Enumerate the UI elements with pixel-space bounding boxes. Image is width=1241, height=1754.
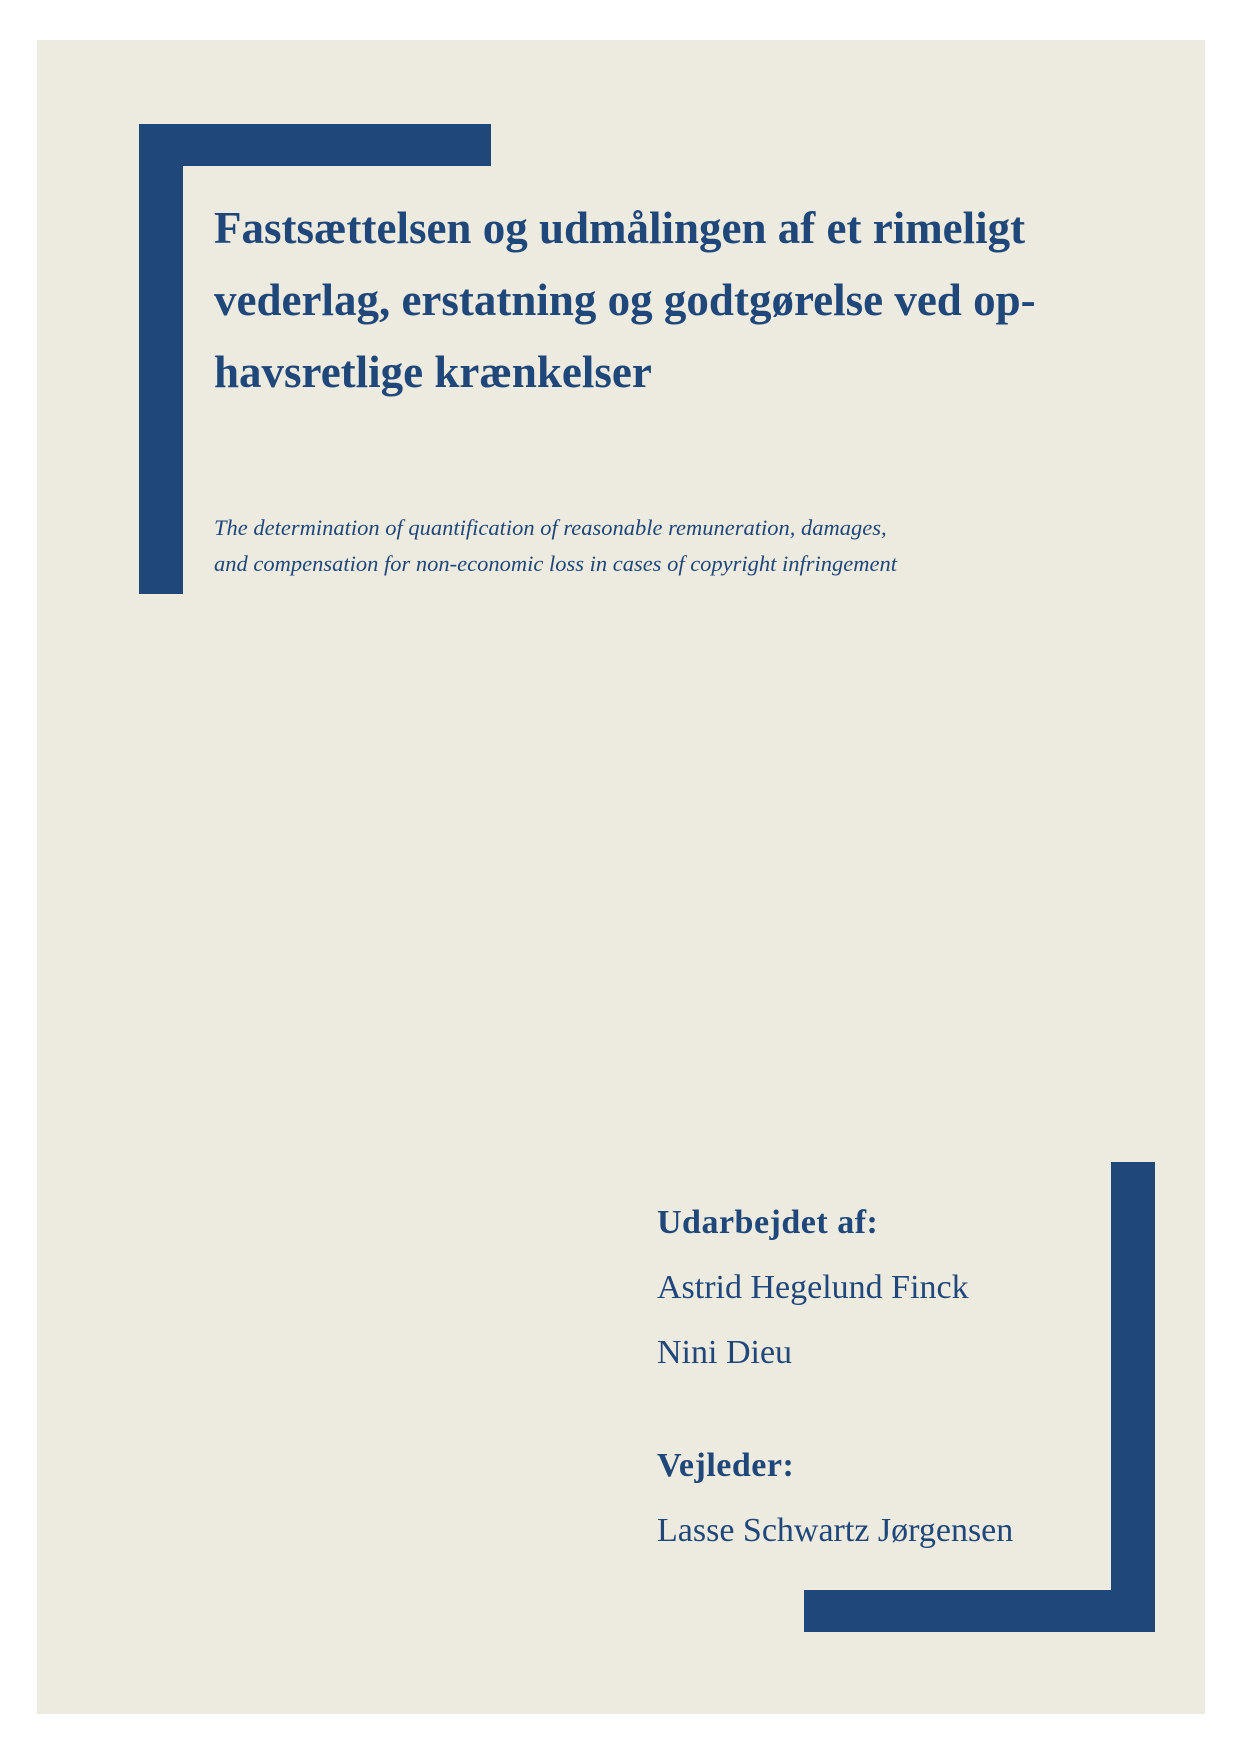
author-name-1: Astrid Hegelund Finck	[657, 1269, 969, 1306]
title-line-1: Fastsættelsen og udmålingen af et rimeligt	[214, 203, 1026, 253]
supervisor-name: Lasse Schwartz Jørgensen	[657, 1512, 1014, 1549]
spacer	[657, 1378, 1097, 1441]
author-name-2: Nini Dieu	[657, 1334, 793, 1371]
credits-block	[657, 1198, 1097, 1556]
document-subtitle	[214, 510, 1114, 582]
subtitle-line-1: The determination of quantification of reasonable remuneration, damages,	[214, 515, 887, 540]
title-line-2: vederlag, erstatning og godtgørelse ved op-	[214, 275, 1036, 325]
bracket-bottom-right-vertical	[1111, 1162, 1155, 1632]
authors-label: Udarbejdet af:	[657, 1204, 879, 1241]
supervisor-label: Vejleder:	[657, 1447, 795, 1484]
subtitle-line-2: and compensation for non-economic loss in cases of copyright infringement	[214, 551, 898, 576]
document-title	[214, 192, 1174, 408]
bracket-bottom-right-horizontal	[804, 1590, 1155, 1632]
title-line-3: havsretlige krænkelser	[214, 347, 652, 397]
bracket-top-left-vertical	[139, 124, 183, 594]
bracket-top-left-horizontal	[139, 124, 491, 166]
cover-page	[37, 40, 1205, 1714]
